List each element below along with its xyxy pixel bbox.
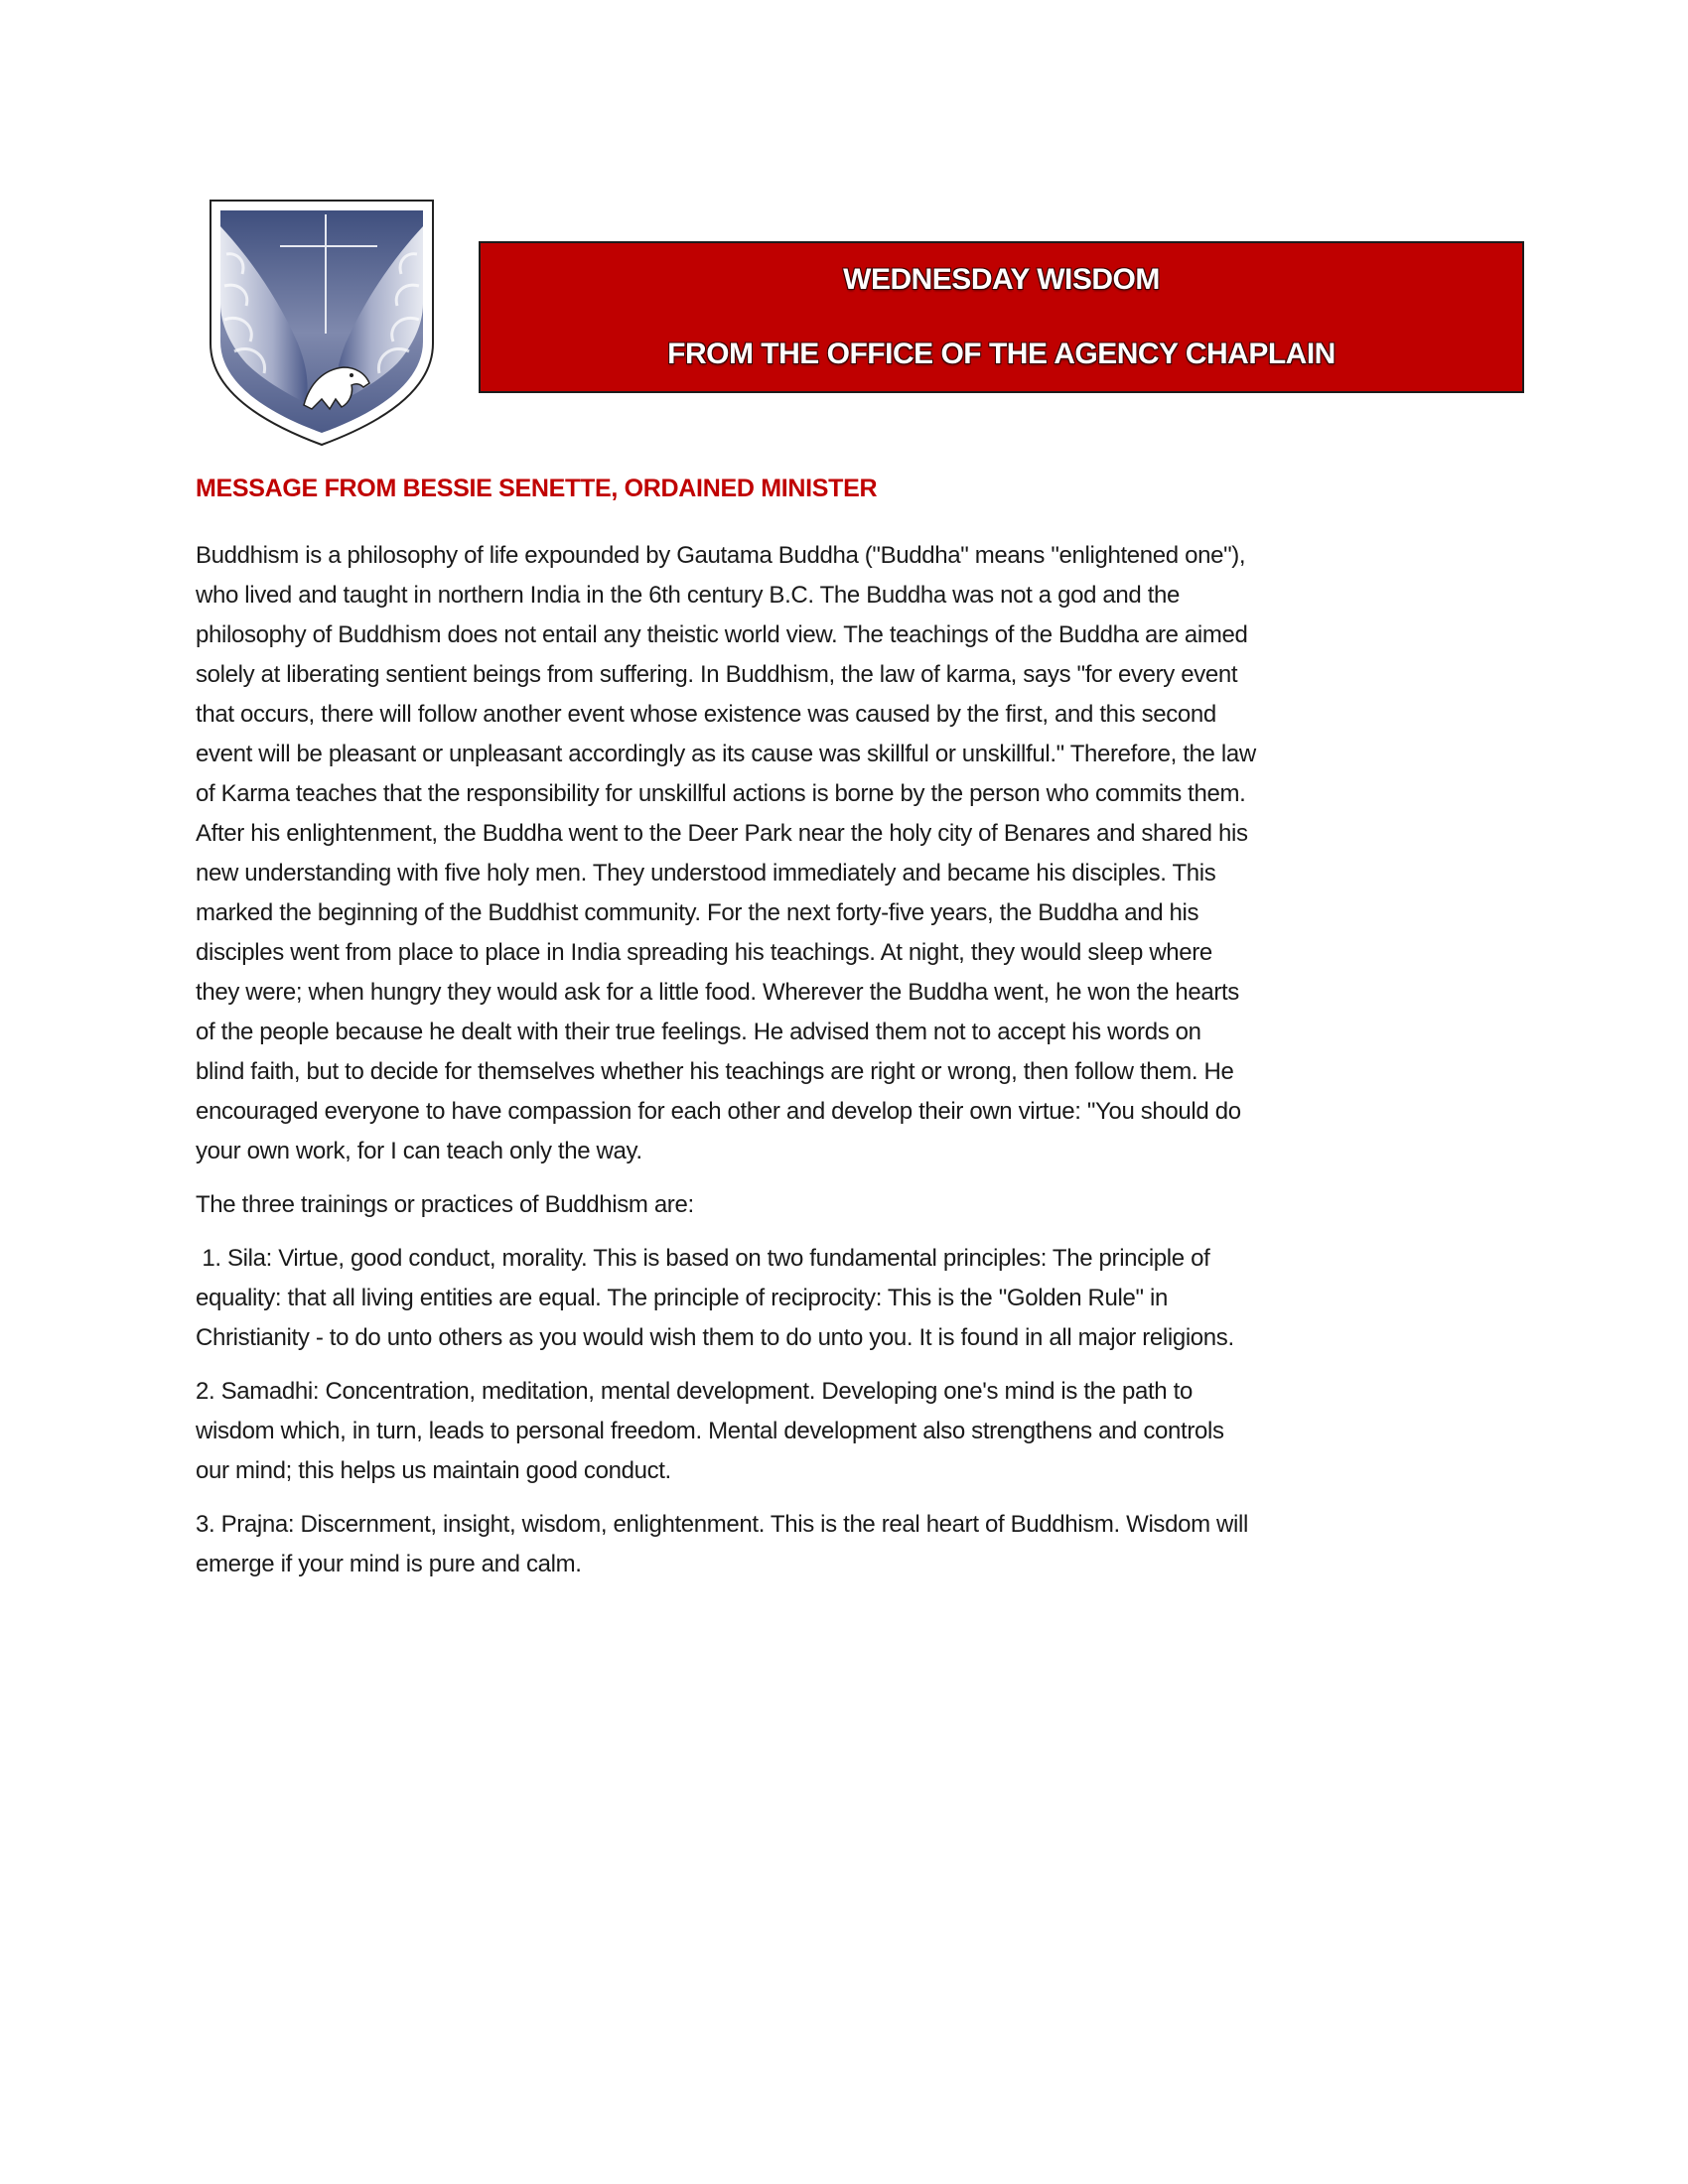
intro-paragraph [196, 536, 1496, 1171]
text-line: 1. Sila: Virtue, good conduct, morality. This is based on two fundamental principles: The principle of [196, 1245, 1210, 1272]
message-heading: MESSAGE FROM BESSIE SENETTE, ORDAINED MINISTER [196, 475, 878, 502]
text-line: equality: that all living entities are equal. The principle of reciprocity: This is the "Golden Rule" in [196, 1285, 1168, 1311]
text-line: 3. Prajna: Discernment, insight, wisdom, enlightenment. This is the real heart of Buddhism. Wisdom will [196, 1511, 1248, 1538]
trainings-intro [196, 1185, 1496, 1225]
text-line: disciples went from place to place in India spreading his teachings. At night, they would sleep where [196, 939, 1212, 966]
text-line: The three trainings or practices of Buddhism are: [196, 1191, 694, 1218]
text-line: of the people because he dealt with their true feelings. He advised them not to accept his words on [196, 1019, 1201, 1045]
training-item-prajna [196, 1505, 1496, 1584]
text-line: blind faith, but to decide for themselves whether his teachings are right or wrong, then follow them. He [196, 1058, 1234, 1085]
text-line: marked the beginning of the Buddhist community. For the next forty-five years, the Buddha and his [196, 899, 1199, 926]
text-line: emerge if your mind is pure and calm. [196, 1551, 582, 1577]
text-line: event will be pleasant or unpleasant accordingly as its cause was skillful or unskillful." Therefore, the law [196, 741, 1256, 767]
text-line: encouraged everyone to have compassion for each other and develop their own virtue: "You should do [196, 1098, 1241, 1125]
text-line: who lived and taught in northern India in the 6th century B.C. The Buddha was not a god and the [196, 582, 1181, 609]
text-line: After his enlightenment, the Buddha went to the Deer Park near the holy city of Benares and shared his [196, 820, 1248, 847]
text-line: 2. Samadhi: Concentration, meditation, mental development. Developing one's mind is the path to [196, 1378, 1193, 1405]
text-line: solely at liberating sentient beings from suffering. In Buddhism, the law of karma, says "for every event [196, 661, 1238, 688]
text-line: wisdom which, in turn, leads to personal freedom. Mental development also strengthens and controls [196, 1418, 1224, 1444]
banner-title: WEDNESDAY WISDOM [843, 263, 1160, 296]
text-line: philosophy of Buddhism does not entail any theistic world view. The teachings of the Buddha are aimed [196, 621, 1248, 648]
text-line: new understanding with five holy men. They understood immediately and became his disciples. This [196, 860, 1216, 887]
agency-chaplain-logo [207, 195, 437, 449]
text-line: Buddhism is a philosophy of life expounded by Gautama Buddha ("Buddha" means "enlightened one"), [196, 542, 1246, 569]
text-line: they were; when hungry they would ask for a little food. Wherever the Buddha went, he won the hearts [196, 979, 1239, 1006]
text-line: Christianity - to do unto others as you would wish them to do unto you. It is found in all major religions. [196, 1324, 1234, 1351]
banner-subtitle: FROM THE OFFICE OF THE AGENCY CHAPLAIN [667, 338, 1336, 370]
training-item-samadhi [196, 1372, 1496, 1491]
text-line: our mind; this helps us maintain good conduct. [196, 1457, 671, 1484]
header-banner [479, 241, 1524, 393]
text-line: of Karma teaches that the responsibility for unskillful actions is borne by the person who commits them. [196, 780, 1246, 807]
document-body [196, 536, 1496, 1598]
shield-wings-cross-eagle-icon [207, 195, 437, 449]
text-line: that occurs, there will follow another event whose existence was caused by the first, and this second [196, 701, 1216, 728]
text-line: your own work, for I can teach only the way. [196, 1138, 642, 1164]
training-item-sila [196, 1239, 1496, 1358]
